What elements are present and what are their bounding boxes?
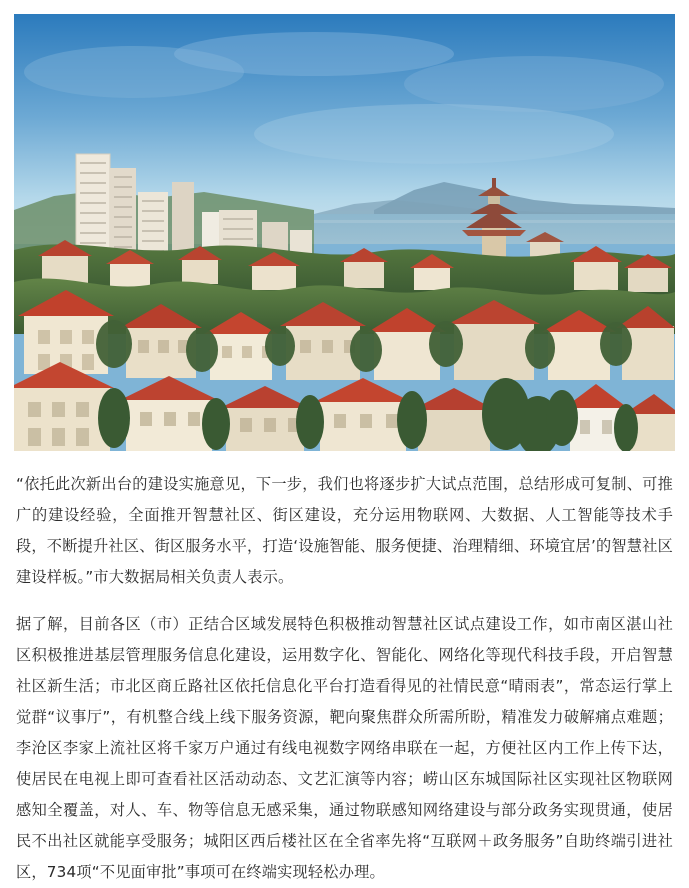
- cityscape-illustration: [14, 14, 675, 451]
- paragraph-1: “依托此次新出台的建设实施意见，下一步，我们也将逐步扩大试点范围，总结形成可复制、可推广的建设经验，全面推开智慧社区、街区建设，充分运用物联网、大数据、人工智能等技术手段，不断提升社区、街区服务水平，打造‘设施智能、服务便捷、治理精细、环境宜居’的智慧社区建设样板。”市大数据局相关负责人表示。: [16, 475, 673, 586]
- paragraph-2: 据了解，目前各区（市）正结合区域发展特色积极推动智慧社区试点建设工作，如市南区湛山社区积极推进基层管理服务信息化建设，运用数字化、智能化、网络化等现代科技手段，开启智慧社区新生活；市北区商丘路社区依托信息化平台打造看得见的社情民意“晴雨表”，常态运行掌上觉群“议事厅”，有机整合线上线下服务资源，靶向聚焦群众所需所盼，精准发力破解痛点难题；李沧区李家上流社区将千家万户通过有线电视数字网络串联在一起，方便社区内工作上传下达，使居民在电视上即可查看社区活动动态、文艺汇演等内容；崂山区东城国际社区实现社区物联网感知全覆盖，对人、车、物等信息无感采集，通过物联感知网络建设与部分政务实现贯通，使居民不出社区就能享受服务；城阳区西后楼社区在全省率先将“互联网＋政务服务”自助终端引进社区，734项“不见面审批”事项可在终端实现轻松办理。: [16, 615, 673, 881]
- article-body: [0, 451, 689, 888]
- article-page: [0, 14, 689, 881]
- hero-image: [14, 14, 675, 451]
